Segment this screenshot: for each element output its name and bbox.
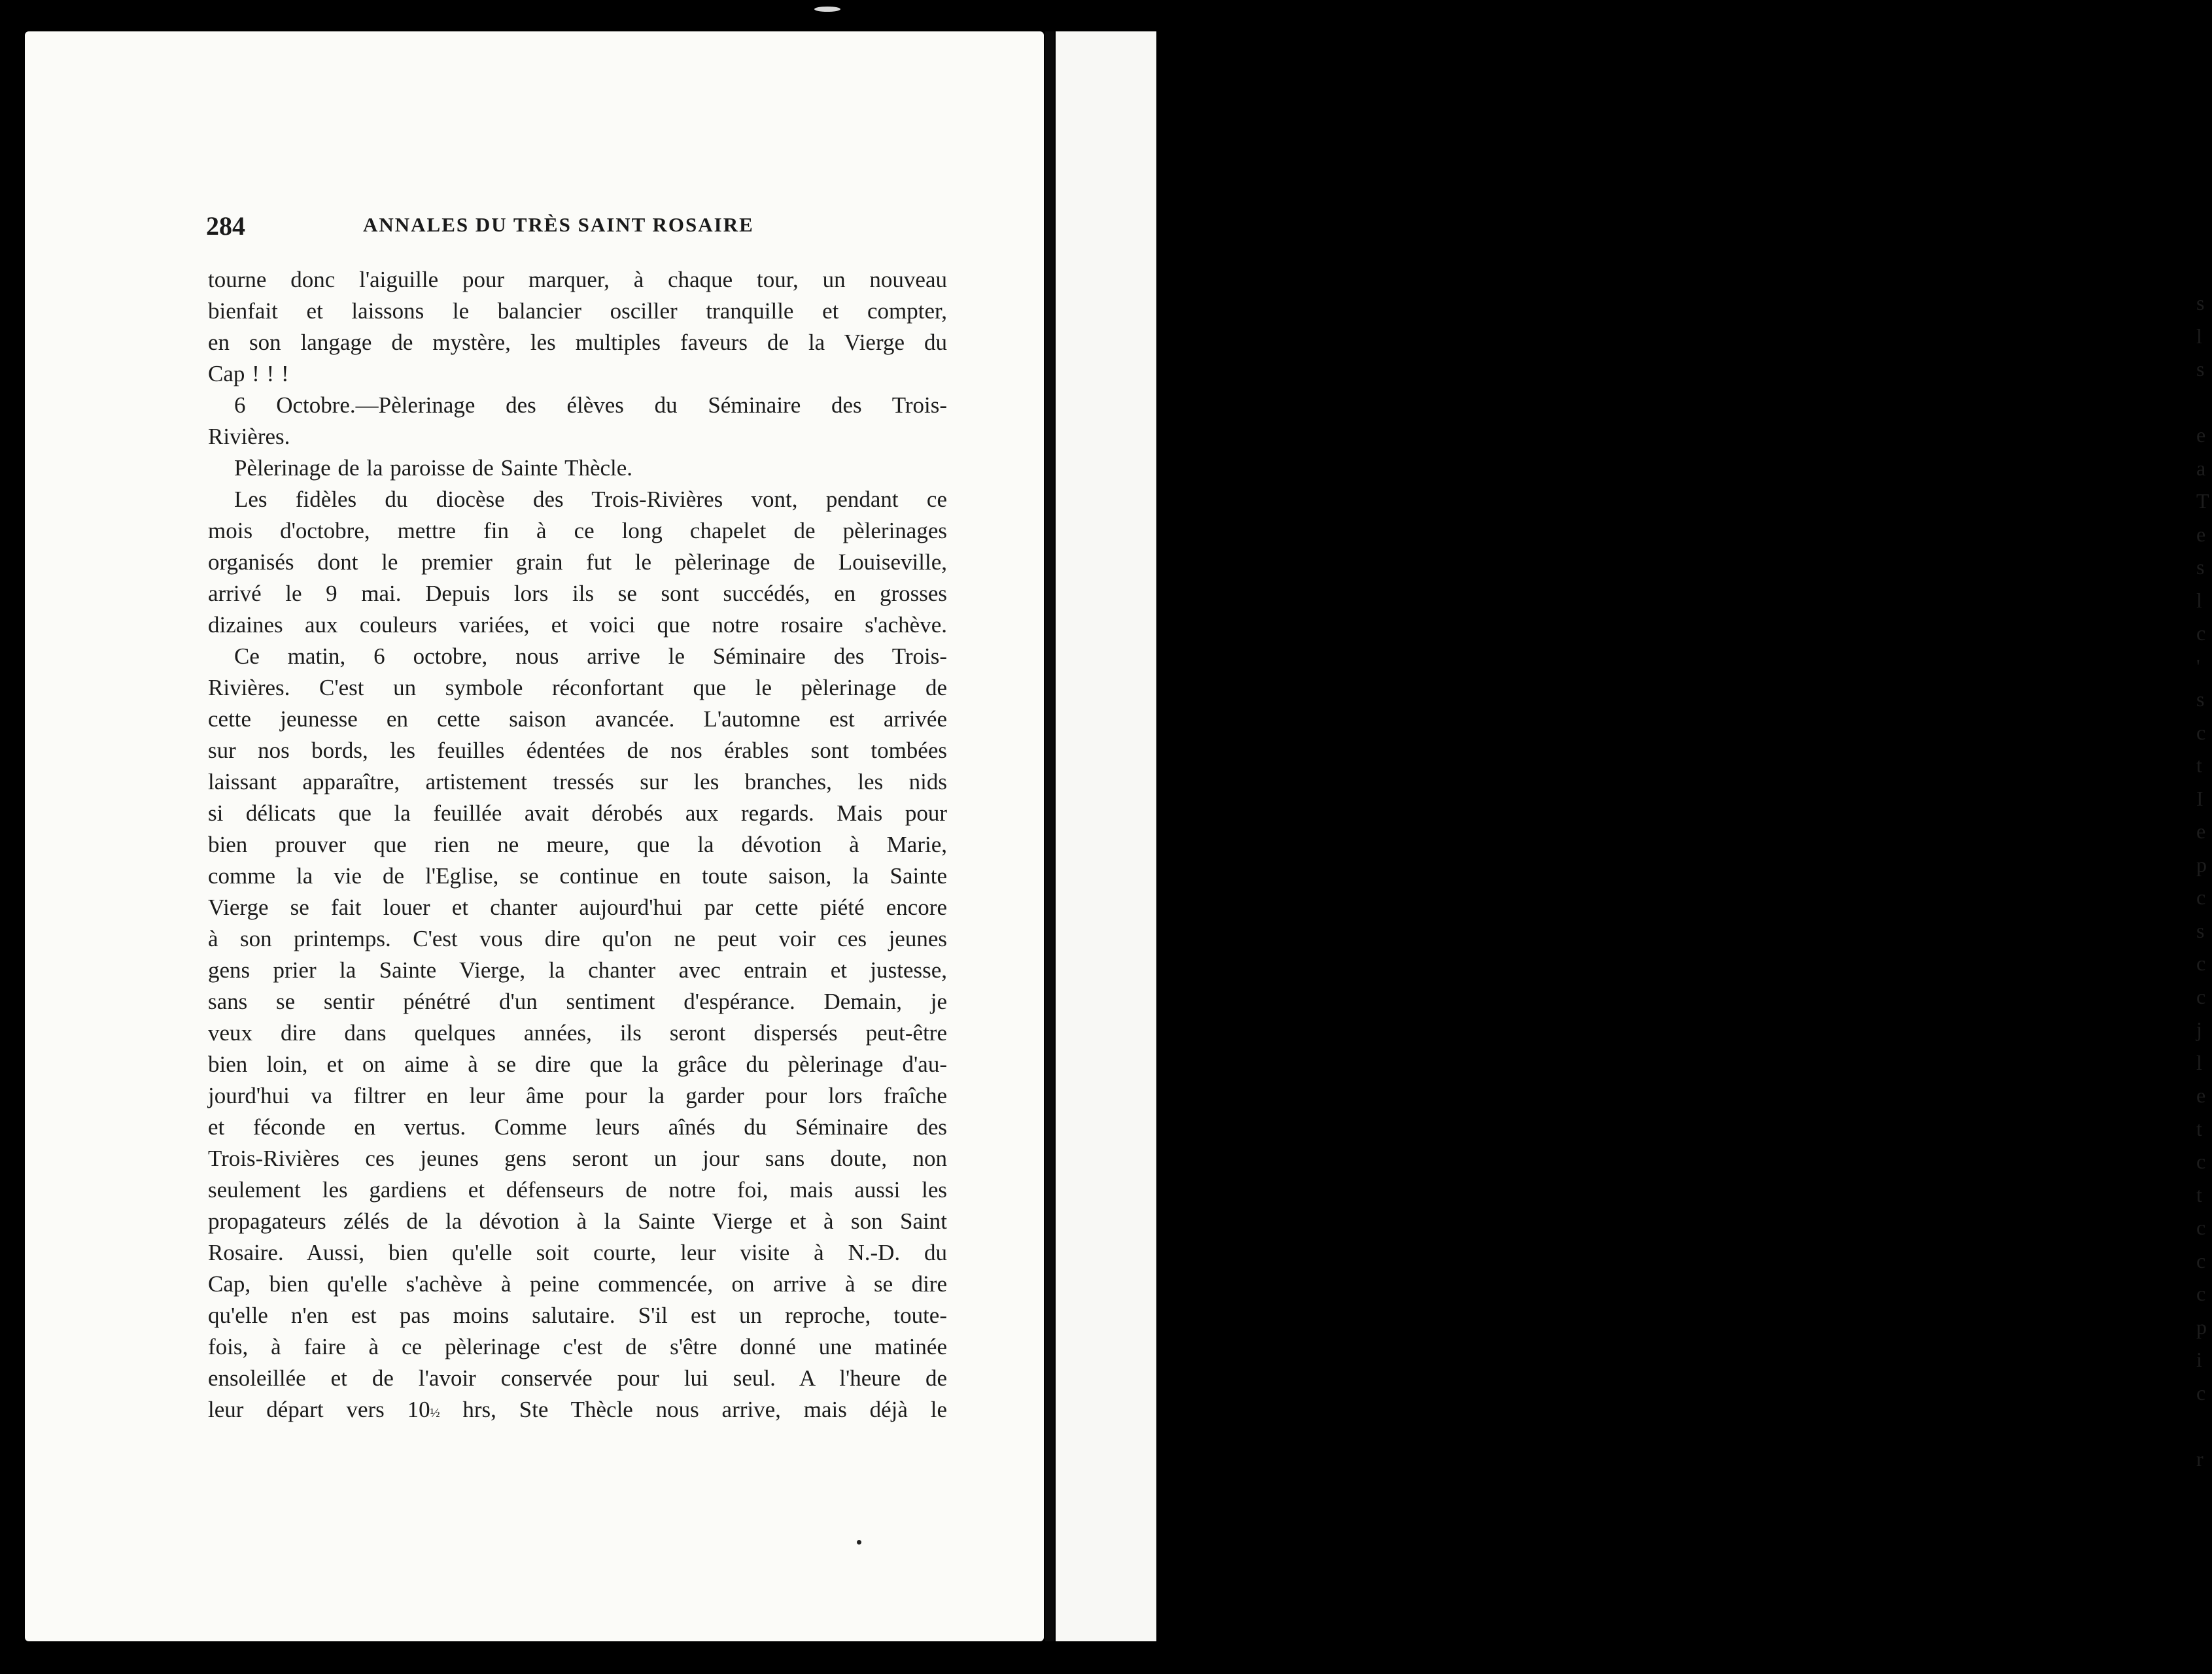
- facing-page-fragment: I: [2196, 786, 2203, 810]
- facing-page-fragment: l: [2196, 588, 2202, 612]
- text-line: ensoleillée et de l'avoir conservée pour lui seul. A l'heure de: [208, 1365, 947, 1391]
- text-fragment: hrs, Ste Thècle nous arrive, mais déjà le: [440, 1397, 947, 1422]
- text-line: organisés dont le premier grain fut le pèlerinage de Louiseville,: [208, 549, 947, 575]
- text-line: propagateurs zélés de la dévotion à la Sainte Vierge et à son Saint: [208, 1208, 947, 1234]
- facing-page-fragment: c: [2196, 951, 2206, 975]
- facing-page-fragment: l: [2196, 1050, 2202, 1074]
- scan-speck: [814, 7, 840, 12]
- text-line: si délicats que la feuillée avait dérobés aux regards. Mais pour: [208, 800, 947, 826]
- facing-page-fragment: c: [2196, 1380, 2206, 1405]
- text-line: veux dire dans quelques années, ils seront dispersés peut-être: [208, 1020, 947, 1046]
- facing-page-fragment: c: [2196, 1248, 2206, 1273]
- text-line: à son printemps. C'est vous dire qu'on ne peut voir ces jeunes: [208, 926, 947, 951]
- text-line: sur nos bords, les feuilles édentées de nos érables sont tombées: [208, 738, 947, 763]
- facing-page-text: [2196, 286, 2212, 1475]
- running-head: ANNALES DU TRÈS SAINT ROSAIRE: [363, 213, 754, 236]
- text-line: Ce matin, 6 octobre, nous arrive le Séminaire des Trois-: [234, 643, 947, 669]
- facing-page-fragment: s: [2196, 918, 2205, 942]
- facing-page-fragment: l: [2196, 324, 2202, 348]
- text-line: seulement les gardiens et défenseurs de notre foi, mais aussi les: [208, 1177, 947, 1203]
- page-header: [206, 211, 975, 239]
- facing-page-fragment: c: [2196, 885, 2206, 909]
- page-body: [208, 264, 947, 1426]
- scan-speck: [857, 1540, 861, 1545]
- text-line: Pèlerinage de la paroisse de Sainte Thècle.: [234, 455, 633, 481]
- facing-page-fragment: c: [2196, 1216, 2206, 1239]
- text-line: bien prouver que rien ne meure, que la dévotion à Marie,: [208, 832, 947, 857]
- facing-page-fragment: T: [2196, 489, 2209, 513]
- facing-page-fragment: c: [2196, 1150, 2206, 1173]
- facing-page-fragment: p: [2196, 1314, 2207, 1339]
- facing-page-fragment: s: [2196, 291, 2205, 315]
- text-line: qu'elle n'en est pas moins salutaire. S'il est un reproche, toute-: [208, 1303, 947, 1328]
- text-line: Cap ! ! !: [208, 361, 289, 386]
- facing-page-fragment: e: [2196, 423, 2206, 447]
- facing-page-fragment: t: [2196, 1182, 2202, 1206]
- text-line: comme la vie de l'Eglise, se continue en toute saison, la Sainte: [208, 863, 947, 889]
- text-line-last: [208, 1394, 947, 1426]
- text-line: 6 Octobre.—Pèlerinage des élèves du Séminaire des Trois-: [234, 392, 947, 418]
- facing-page-fragment: t: [2196, 753, 2202, 777]
- facing-page-fragment: e: [2196, 522, 2206, 546]
- text-line: laissant apparaître, artistement tressés sur les branches, les nids: [208, 769, 947, 794]
- facing-page-fragment: t: [2196, 1116, 2202, 1140]
- facing-page-fragment: [2196, 386, 2212, 419]
- facing-page-fragment: e: [2196, 1084, 2206, 1107]
- facing-page-fragment: i: [2196, 1348, 2202, 1371]
- text-line: dizaines aux couleurs variées, et voici que notre rosaire s'achève.: [208, 612, 947, 638]
- text-fragment: leur départ vers 10: [208, 1397, 430, 1422]
- text-line: jourd'hui va filtrer en leur âme pour la garder pour lors fraîche: [208, 1083, 947, 1108]
- facing-page-fragment: ': [2196, 654, 2200, 678]
- facing-page-fragment: c: [2196, 984, 2206, 1008]
- facing-page-fragment: s: [2196, 357, 2205, 381]
- text-line: gens prier la Sainte Vierge, la chanter avec entrain et justesse,: [208, 957, 947, 983]
- facing-page-fragment: s: [2196, 555, 2205, 579]
- text-line: Les fidèles du diocèse des Trois-Rivières vont, pendant ce: [234, 487, 947, 512]
- text-line: Rivières. C'est un symbole réconfortant que le pèlerinage de: [208, 675, 947, 700]
- facing-page-fragment: a: [2196, 456, 2206, 480]
- text-line: mois d'octobre, mettre fin à ce long chapelet de pèlerinages: [208, 518, 947, 543]
- text-line: tourne donc l'aiguille pour marquer, à chaque tour, un nouveau: [208, 267, 947, 292]
- text-line: Rosaire. Aussi, bien qu'elle soit courte, leur visite à N.-D. du: [208, 1240, 947, 1265]
- facing-page-fragment: e: [2196, 819, 2206, 843]
- book-gutter: [1045, 31, 1054, 1641]
- facing-page-fragment: [2196, 1409, 2212, 1443]
- text-line: Rivières.: [208, 424, 290, 449]
- text-line: bien loin, et on aime à se dire que la grâce du pèlerinage d'au-: [208, 1051, 947, 1077]
- facing-page-fragment: j: [2196, 1017, 2202, 1041]
- page-number: 284: [206, 211, 245, 241]
- facing-page-fragment: c: [2196, 1282, 2206, 1305]
- text-line: Vierge se fait louer et chanter aujourd'hui par cette piété encore: [208, 895, 947, 920]
- facing-page-fragment: s: [2196, 687, 2205, 711]
- text-line: cette jeunesse en cette saison avancée. L'automne est arrivée: [208, 706, 947, 732]
- facing-page-fragment: c: [2196, 621, 2206, 645]
- text-line: Cap, bien qu'elle s'achève à peine commencée, on arrive à se dire: [208, 1271, 947, 1297]
- text-line: fois, à faire à ce pèlerinage c'est de s'être donné une matinée: [208, 1334, 947, 1359]
- facing-page-fragment: p: [2196, 852, 2207, 876]
- text-line: Trois-Rivières ces jeunes gens seront un jour sans doute, non: [208, 1146, 947, 1171]
- text-line: en son langage de mystère, les multiples faveurs de la Vierge du: [208, 330, 947, 355]
- facing-page: [1056, 31, 2209, 1641]
- text-line: arrivé le 9 mai. Depuis lors ils se sont succédés, en grosses: [208, 581, 947, 606]
- facing-page-fragment: c: [2196, 720, 2206, 744]
- fraction: ½: [430, 1406, 440, 1420]
- text-line: bienfait et laissons le balancier osciller tranquille et compter,: [208, 298, 947, 324]
- text-line: et féconde en vertus. Comme leurs aînés du Séminaire des: [208, 1114, 947, 1140]
- text-line: sans se sentir pénétré d'un sentiment d'espérance. Demain, je: [208, 989, 947, 1014]
- facing-page-fragment: r: [2196, 1446, 2203, 1471]
